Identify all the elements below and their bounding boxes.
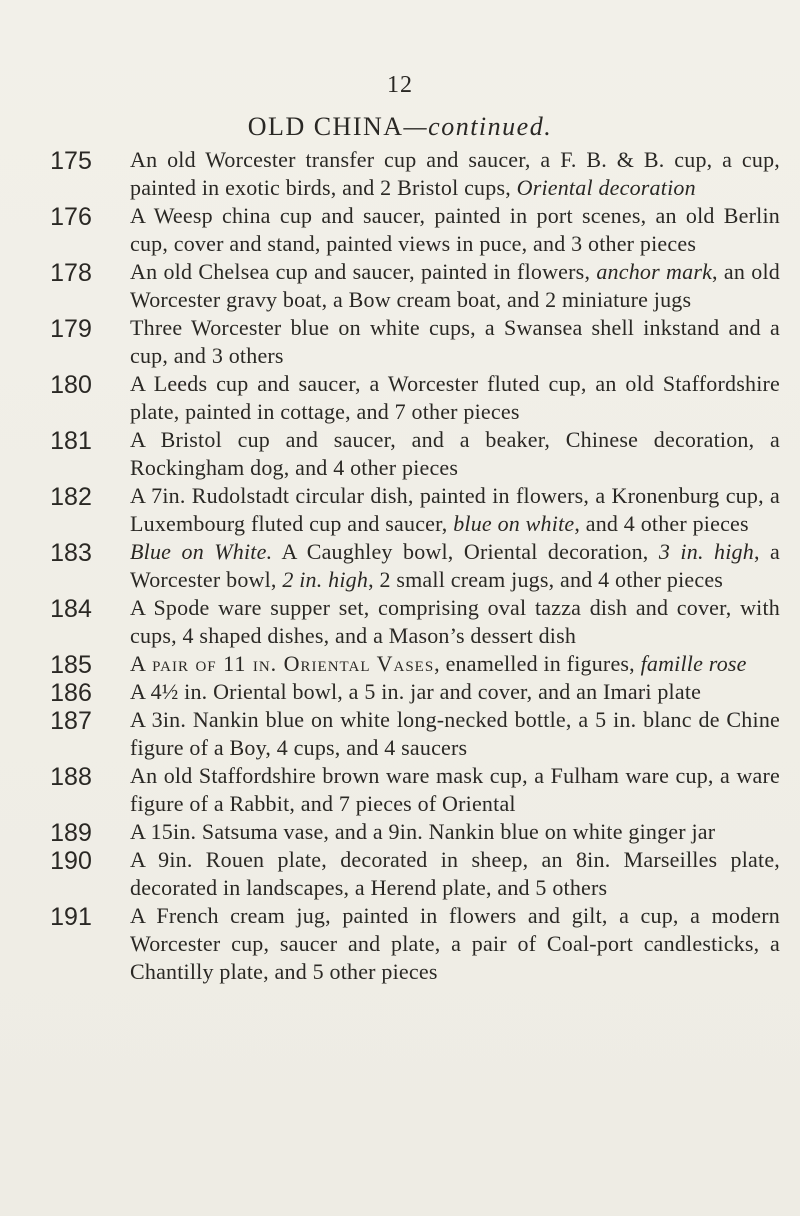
lot-number: 179 [50,315,92,343]
lot-description-italic: famille rose [640,651,747,676]
lot-number: 184 [50,595,92,623]
lot-number: 190 [50,847,92,875]
lot-description [130,678,780,706]
lot-entry [0,706,800,762]
running-head-title: OLD CHINA [247,112,404,141]
lot-number: 183 [50,539,92,567]
lot-description-smallcaps: A pair of 11 in. Oriental Vases [130,651,435,676]
lot-description-italic: Blue on White. [130,539,273,564]
lot-entry [0,314,800,370]
lot-description-italic: 3 in. high [658,539,754,564]
lot-description-text: A 7in. Rudolstadt circular dish, painted in flowers, a Kronenburg cup, a Luxembourg fluted cup and saucer, [130,483,780,536]
page-number: 12 [387,72,413,98]
lot-description [130,650,780,678]
lot-number: 186 [50,679,92,707]
lot-entry [0,650,800,678]
lot-number: 176 [50,203,92,231]
lot-entry [0,594,800,650]
lot-description-text: , enamelled in figures, [434,651,641,676]
lot-description [130,258,780,314]
lot-description-italic: Oriental decoration [516,175,696,200]
lot-description-italic: 2 in. high [282,567,369,592]
lot-entry [0,370,800,426]
lot-description-text: A Weesp china cup and saucer, painted in port scenes, an old Berlin cup, cover and stand, painted views in puce, and 3 other pieces [130,203,780,256]
lot-description-italic: anchor mark [596,259,713,284]
lot-description [130,202,780,258]
lot-description [130,538,780,594]
lot-description [130,594,780,650]
lot-entry [0,202,800,258]
lot-number: 182 [50,483,92,511]
lot-entry [0,678,800,706]
lot-description-text: Three Worcester blue on white cups, a Swansea shell inkstand and a cup, and 3 others [130,315,780,368]
lot-list [0,146,800,986]
lot-description-text: An old Staffordshire brown ware mask cup, a Fulham ware cup, a ware figure of a Rabbit, and 7 pieces of Oriental [130,763,780,816]
lot-description-text: A 9in. Rouen plate, decorated in sheep, an 8in. Marseilles plate, decorated in landscapes, a Herend plate, and 5 others [130,847,780,900]
lot-description [130,426,780,482]
lot-description-text: A 3in. Nankin blue on white long-necked bottle, a 5 in. blanc de Chine figure of a Boy, 4 cups, and 4 saucers [130,707,780,760]
lot-description-italic: blue on white [453,511,575,536]
lot-description-text: , a Worcester bowl, [130,539,780,592]
lot-description-text: An old Worcester transfer cup and saucer, a F. B. & B. cup, a cup, painted in exotic birds, and 2 Bristol cups, [130,147,780,200]
lot-number: 187 [50,707,92,735]
lot-entry [0,258,800,314]
lot-description-text: A 4½ in. Oriental bowl, a 5 in. jar and cover, and an Imari plate [130,679,702,704]
lot-description-text: , an old Worcester gravy boat, a Bow cream boat, and 2 miniature jugs [130,259,780,312]
running-head [0,112,800,142]
lot-entry [0,846,800,902]
lot-description-text: A Caughley bowl, Oriental decoration, [272,539,659,564]
lot-description-text: An old Chelsea cup and saucer, painted in flowers, [130,259,597,284]
lot-description [130,314,780,370]
lot-description-text: A Leeds cup and saucer, a Worcester fluted cup, an old Staffordshire plate, painted in cottage, and 7 other pieces [130,371,780,424]
lot-description-text: A Bristol cup and saucer, and a beaker, Chinese decoration, a Rockingham dog, and 4 other pieces [130,427,780,480]
lot-description-text: A Spode ware supper set, comprising oval tazza dish and cover, with cups, 4 shaped dishes, and a Mason’s dessert dish [130,595,780,648]
lot-entry [0,902,800,986]
lot-description-text: A 15in. Satsuma vase, and a 9in. Nankin blue on white ginger jar [130,819,716,844]
lot-description [130,762,780,818]
running-head-continued: —continued. [403,112,553,141]
lot-entry [0,762,800,818]
lot-number: 181 [50,427,92,455]
lot-number: 185 [50,651,92,679]
lot-description [130,706,780,762]
lot-entry [0,482,800,538]
lot-number: 191 [50,903,92,931]
lot-description-text: , and 4 other pieces [574,511,749,536]
lot-entry [0,146,800,202]
lot-number: 175 [50,147,92,175]
lot-number: 178 [50,259,92,287]
lot-description [130,846,780,902]
lot-number: 188 [50,763,92,791]
lot-description-text: , 2 small cream jugs, and 4 other pieces [368,567,724,592]
lot-entry [0,538,800,594]
lot-number: 189 [50,819,92,847]
lot-entry [0,818,800,846]
lot-entry [0,426,800,482]
lot-description [130,146,780,202]
lot-number: 180 [50,371,92,399]
lot-description [130,818,780,846]
lot-description [130,902,780,986]
lot-description [130,370,780,426]
lot-description-text: A French cream jug, painted in flowers and gilt, a cup, a modern Worcester cup, saucer and plate, a pair of Coal-port candlesticks, a Chantilly plate, and 5 other pieces [130,903,780,984]
lot-description [130,482,780,538]
